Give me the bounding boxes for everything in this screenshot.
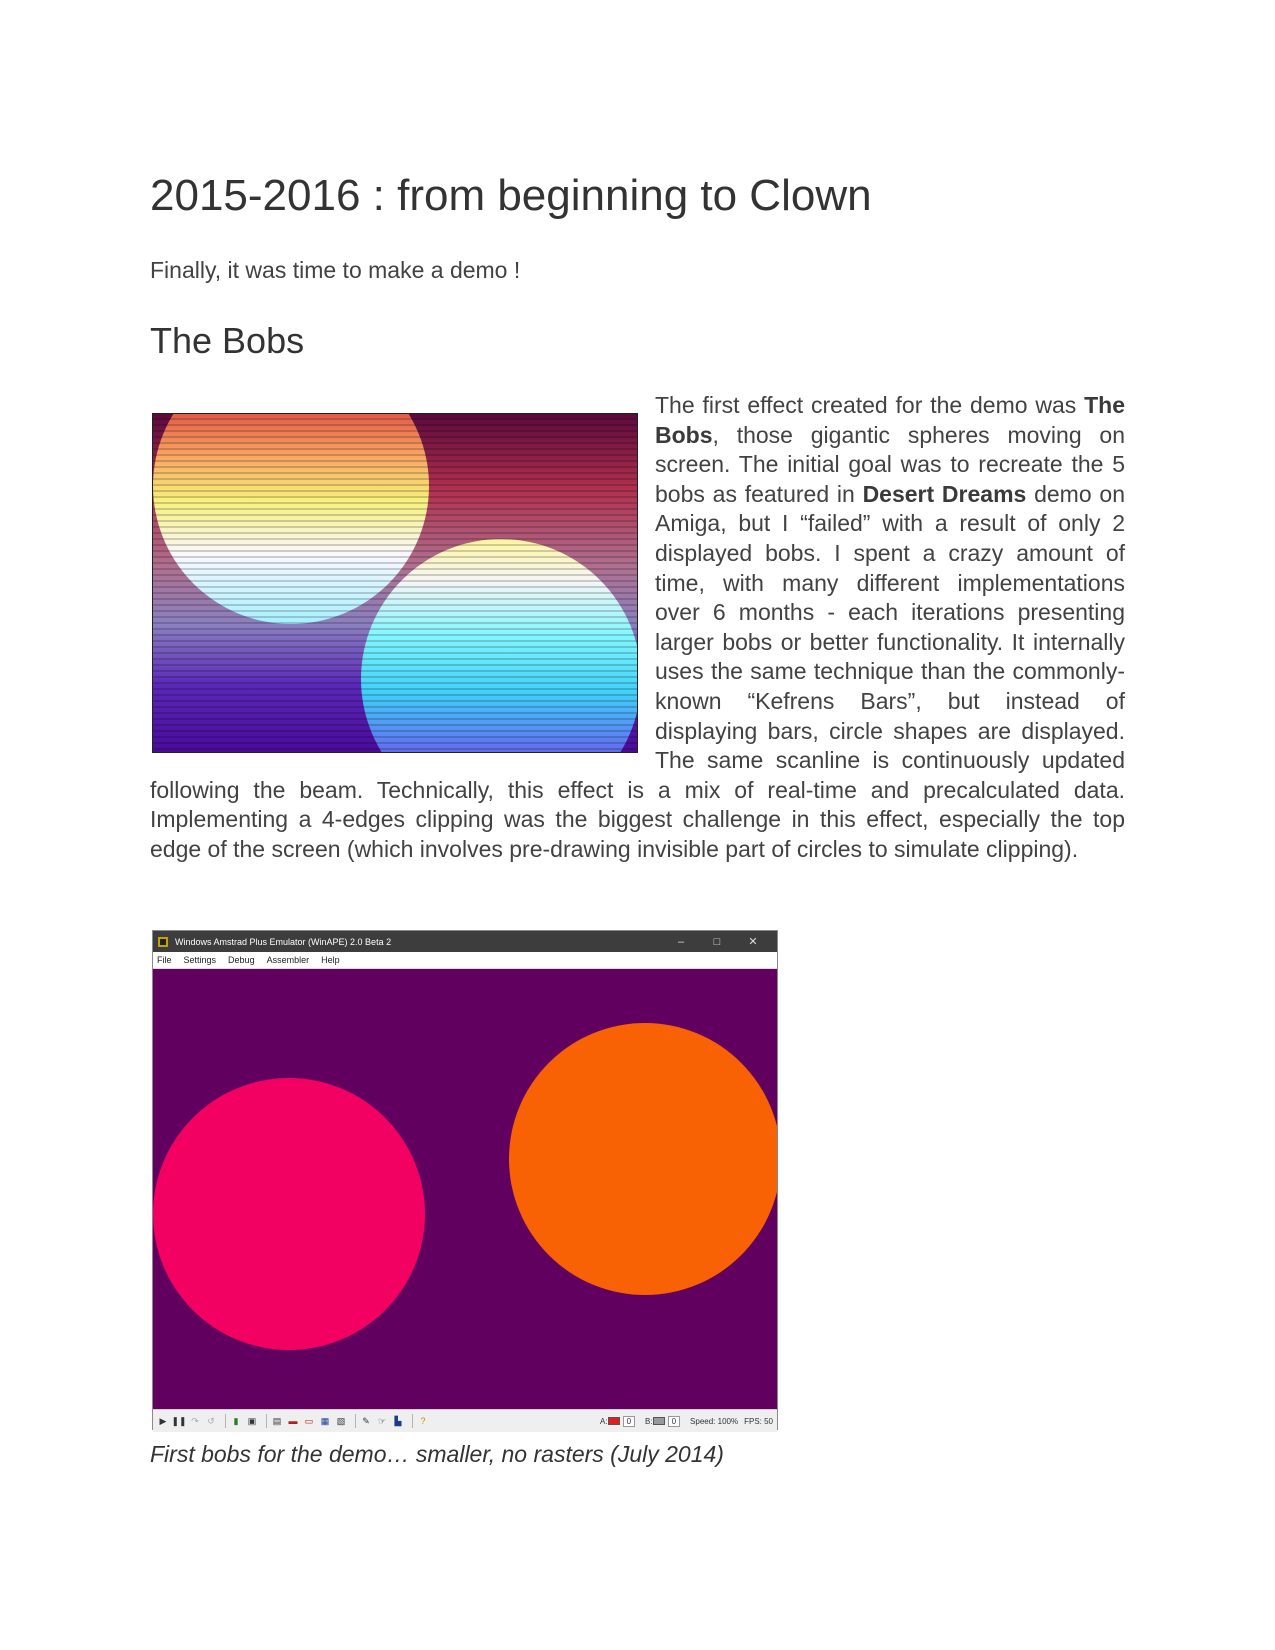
step-icon[interactable]: ↷ xyxy=(191,1415,199,1426)
bold-the-bobs: The Bobs xyxy=(655,392,1125,448)
page-title: 2015-2016 : from beginning to Clown xyxy=(150,171,872,220)
bobs-description xyxy=(150,391,1125,865)
save-icon[interactable]: ▤ xyxy=(272,1415,282,1426)
status-area xyxy=(600,1416,773,1427)
emulator-screen xyxy=(153,969,777,1409)
left-bob xyxy=(153,1078,425,1350)
emulator-titlebar xyxy=(153,931,777,952)
minimize-icon[interactable]: – xyxy=(677,935,685,948)
drive-a-label: A: xyxy=(600,1416,608,1426)
emulator-window-screenshot xyxy=(152,930,778,1430)
window-controls xyxy=(663,931,771,952)
paragraph-text-2: , those gigantic spheres moving on screen. The initial goal was to recreate the 5 bobs as featured in xyxy=(655,421,1125,507)
drive-a-led-icon xyxy=(608,1417,620,1425)
menu-debug[interactable]: Debug xyxy=(228,955,255,965)
toolbar-separator xyxy=(266,1414,267,1428)
drive-a-status xyxy=(600,1416,635,1427)
debug-icon[interactable]: ✎ xyxy=(362,1415,370,1426)
drive-a-count: 0 xyxy=(623,1416,635,1427)
reset-icon[interactable]: ↺ xyxy=(207,1415,215,1426)
image-float-spacer xyxy=(150,391,655,771)
intro-text: Finally, it was time to make a demo ! xyxy=(150,257,521,283)
section-title: The Bobs xyxy=(150,320,305,361)
menu-file[interactable]: File xyxy=(157,955,172,965)
right-bob xyxy=(509,1023,777,1295)
tape-icon[interactable]: ▬ xyxy=(288,1416,298,1426)
pause-icon[interactable]: ❚❚ xyxy=(171,1415,187,1426)
menu-settings[interactable]: Settings xyxy=(183,955,217,965)
emulator-menubar xyxy=(153,952,777,969)
paragraph-text-1: The first effect created for the demo was xyxy=(655,392,1085,418)
bold-desert-dreams: Desert Dreams xyxy=(862,480,1027,507)
maximize-icon[interactable]: □ xyxy=(713,935,721,948)
app-icon xyxy=(157,936,169,948)
drive-b-led-icon xyxy=(653,1417,665,1425)
drive-b-label: B: xyxy=(645,1416,653,1426)
emulator-toolbar xyxy=(153,1409,777,1432)
emulator-window-title: Windows Amstrad Plus Emulator (WinAPE) 2.0 Beta 2 xyxy=(175,936,392,947)
fps-readout: FPS: 50 xyxy=(744,1416,773,1426)
disk-icon[interactable]: ▭ xyxy=(304,1415,314,1426)
menu-assembler[interactable]: Assembler xyxy=(266,955,310,965)
drive-b-count: 0 xyxy=(668,1416,680,1427)
figure-caption: First bobs for the demo… smaller, no rasters (July 2014) xyxy=(150,1441,724,1467)
disk-b-icon[interactable]: ▧ xyxy=(336,1415,346,1426)
pointer-icon[interactable]: ☞ xyxy=(377,1415,387,1426)
speed-readout: Speed: 100% xyxy=(690,1416,739,1426)
toolbar-separator xyxy=(355,1414,356,1428)
toolbar-separator xyxy=(412,1414,413,1428)
paragraph-text-3: demo on Amiga, but I “failed” with a result of only 2 displayed bobs. I spent a crazy amount of time, with many different implementations over 6 months - each iterations presenting larger bobs or better functionality. It internally uses the same technique than the commonly-known “Kefrens Bars”, but instead of displaying bars, circle shapes are displayed. The same scanline is continuously updated following the beam. Technically, this effect is a mix of real-time and precalculated data. Implementing a 4-edges clipping was the biggest challenge in this effect, especially the top edge of the screen (which involves pre-drawing invisible part of circles to simulate clipping). xyxy=(150,480,1125,862)
menu-help[interactable]: Help xyxy=(321,955,340,965)
toolbar-separator xyxy=(225,1414,226,1428)
drive-b-status xyxy=(645,1416,680,1427)
disk-a-icon[interactable]: ▦ xyxy=(320,1415,330,1426)
play-icon[interactable]: ▶ xyxy=(159,1415,167,1426)
color-bars-icon[interactable]: ▮ xyxy=(233,1415,239,1426)
close-icon[interactable]: ✕ xyxy=(748,936,758,948)
network-icon[interactable]: ▙ xyxy=(394,1415,402,1426)
screenshot-icon[interactable]: ▣ xyxy=(247,1415,257,1426)
help-icon[interactable]: ? xyxy=(420,1416,426,1426)
